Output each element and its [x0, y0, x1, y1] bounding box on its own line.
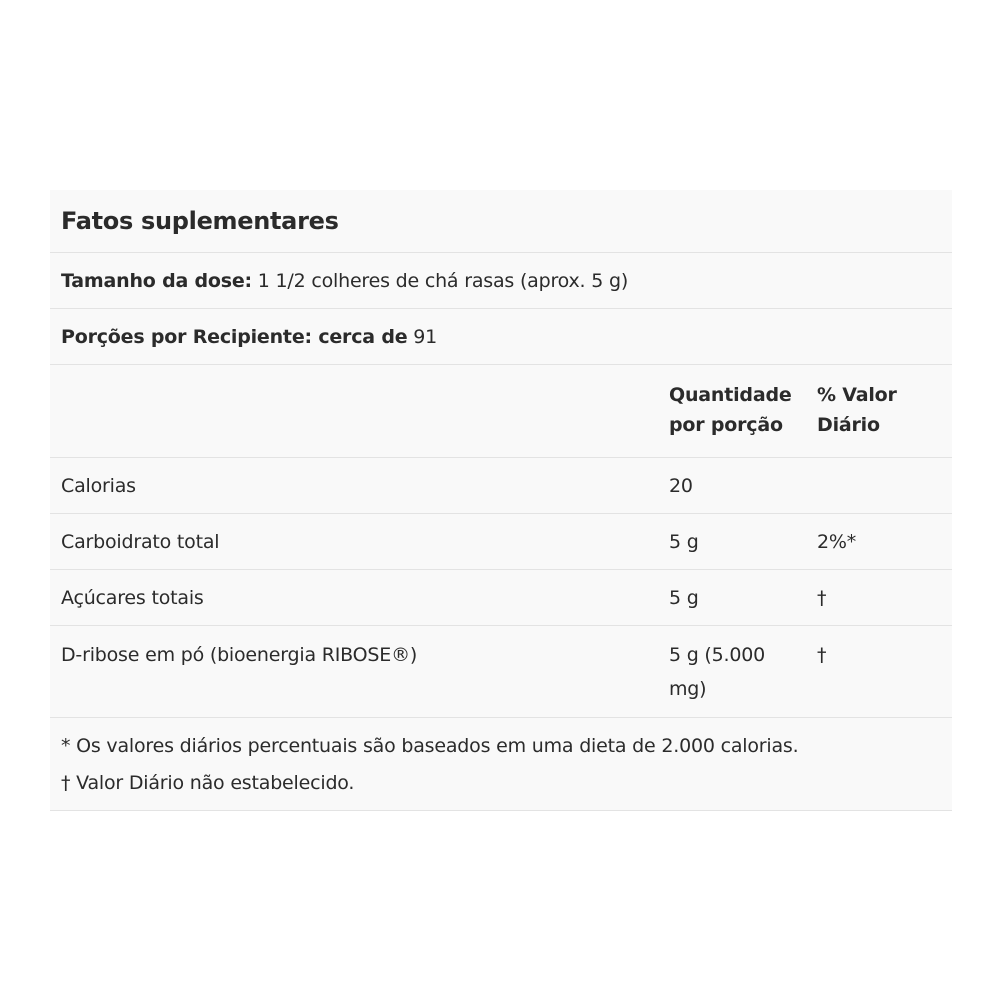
column-header-amount-line2: por porção — [669, 414, 783, 436]
nutrient-amount-line2: mg) — [669, 678, 707, 700]
nutrient-dv: 2%* — [817, 530, 857, 553]
nutrient-amount: 20 — [669, 474, 693, 497]
nutrient-amount-line1: 5 g (5.000 — [669, 644, 766, 666]
nutrient-row-total-carbohydrate — [50, 514, 952, 570]
column-header-name — [50, 365, 669, 457]
column-header-dv-line2: Diário — [817, 414, 880, 436]
column-header-amount — [669, 365, 817, 457]
column-header-dv — [817, 365, 952, 457]
nutrient-row-d-ribose — [50, 626, 952, 718]
column-header-amount-line1: Quantidade — [669, 384, 792, 406]
footnote-not-established: † Valor Diário não estabelecido. — [61, 772, 355, 794]
nutrient-amount: 5 g — [669, 530, 699, 553]
nutrient-row-total-sugars — [50, 570, 952, 626]
serving-size-label: Tamanho da dose: — [61, 269, 252, 292]
nutrient-name: Calorias — [61, 474, 136, 497]
servings-per-container-row — [50, 309, 952, 365]
serving-size-value: 1 1/2 colheres de chá rasas (aprox. 5 g) — [251, 269, 629, 292]
footnote-daily-values: * Os valores diários percentuais são baseados em uma dieta de 2.000 calorias. — [61, 735, 799, 757]
column-header-row — [50, 365, 952, 458]
footnotes-row — [50, 718, 952, 811]
nutrient-name: Açúcares totais — [61, 586, 204, 609]
supplement-facts-table — [50, 190, 952, 811]
nutrient-name: Carboidrato total — [61, 530, 220, 553]
nutrient-name: D-ribose em pó (bioenergia RIBOSE®) — [61, 644, 418, 666]
servings-per-container-value: 91 — [407, 325, 438, 348]
servings-per-container-label: Porções por Recipiente: cerca de — [61, 325, 408, 348]
nutrient-amount: 5 g — [669, 586, 699, 609]
nutrient-amount — [669, 626, 817, 706]
facts-title-row — [50, 190, 952, 253]
facts-title: Fatos suplementares — [61, 207, 339, 235]
column-header-dv-line1: % Valor — [817, 384, 897, 406]
nutrient-dv: † — [817, 586, 827, 609]
serving-size-row — [50, 253, 952, 309]
nutrient-row-calories — [50, 458, 952, 514]
nutrient-dv: † — [817, 644, 827, 666]
